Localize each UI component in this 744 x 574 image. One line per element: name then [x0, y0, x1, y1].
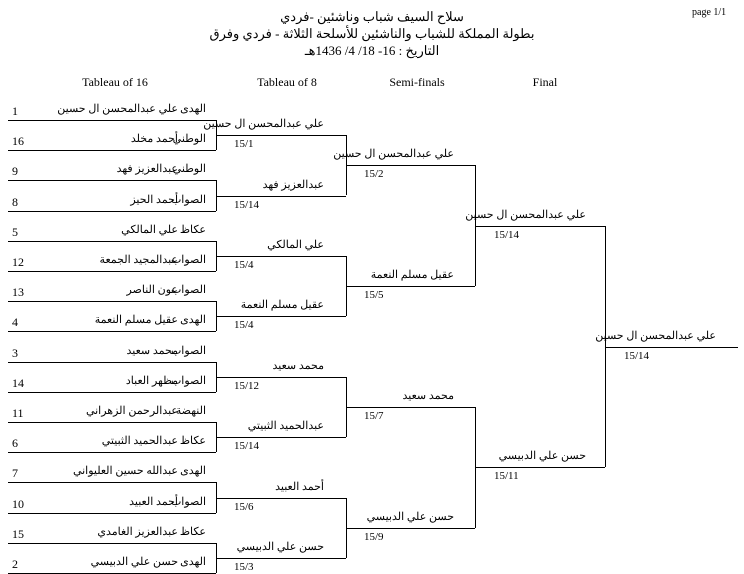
- round-header-semis: Semi-finals: [389, 75, 445, 89]
- title-championship: بطولة المملكة للشباب والناشئين للأسلحة الثلاثة - فردي وفرق: [209, 26, 535, 41]
- fencer-name: عون الناصر: [126, 284, 178, 297]
- fencer-name: عقيل مسلم النعمة: [370, 269, 454, 282]
- fencer-name: عبدالعزيز فهد: [116, 163, 178, 176]
- r8-line: [216, 377, 346, 378]
- fencer-name: عبدالمجيد الجمعة: [99, 254, 178, 266]
- fencer-name: أحمد مخلد: [130, 133, 178, 146]
- winner-name: علي عبدالمحسن ال حسين: [595, 329, 716, 342]
- seed-number: 10: [12, 496, 24, 511]
- round-header-final: Final: [532, 75, 558, 89]
- bout-score: 15/4: [234, 319, 254, 332]
- seed-number: 9: [12, 164, 18, 179]
- seed-number: 12: [12, 255, 24, 269]
- semifinal-line: [346, 286, 475, 287]
- club-name: الصواب: [170, 344, 206, 357]
- fencer-name: حسن علي الدبيسي: [236, 540, 324, 553]
- fencer-name: حسن علي الدبيسي: [366, 510, 454, 523]
- fencer-name: مظهر العباد: [125, 374, 178, 387]
- fencer-name: علي عبدالمحسن ال حسين: [465, 208, 586, 221]
- final-line: [475, 467, 605, 468]
- club-name: عكاظ: [179, 525, 206, 538]
- fencer-name: علي عبدالمحسن ال حسين: [203, 118, 324, 131]
- title-date: التاريخ : 16- 18/ 4/ 1436هـ: [304, 43, 440, 58]
- bout-score: 15/1: [234, 138, 254, 151]
- club-name: الصواب: [170, 374, 206, 387]
- fencer-name: علي المالكي: [121, 223, 178, 236]
- r16-line: [8, 422, 216, 423]
- r8-line: [216, 135, 346, 136]
- seed-number: 1: [12, 104, 18, 118]
- club-name: الوطني: [172, 163, 206, 176]
- r16-line: [8, 543, 216, 544]
- seed-number: 7: [12, 466, 18, 481]
- bout-score: 15/11: [494, 470, 519, 483]
- fencer-name: علي المالكي: [267, 238, 324, 251]
- seed-number: 4: [12, 315, 18, 330]
- bout-score: 15/6: [234, 500, 254, 513]
- r8-line: [216, 196, 346, 197]
- r16-line: [8, 362, 216, 363]
- seed-number: 8: [12, 194, 18, 209]
- club-name: الهدى: [180, 465, 206, 478]
- r16-line: [8, 452, 216, 453]
- fencer-name: عبدالرحمن الزهراني: [85, 405, 178, 417]
- bout-score: 15/5: [364, 289, 384, 302]
- round-header-r16: Tableau of 16: [82, 75, 148, 89]
- r16-line: [8, 120, 216, 121]
- club-name: عكاظ: [179, 223, 206, 236]
- club-name: الصواب: [170, 284, 206, 297]
- fencer-name: محمد سعيد: [272, 359, 324, 372]
- fencer-name: محمد سعيد: [402, 389, 454, 402]
- seed-number: 2: [12, 557, 18, 571]
- bout-score: 15/14: [494, 228, 520, 241]
- fencer-name: عقيل مسلم النعمة: [240, 299, 324, 312]
- r8-line: [216, 498, 346, 499]
- bout-score: 15/3: [234, 560, 254, 573]
- seed-number: 14: [12, 375, 24, 390]
- fencer-name: أحمد الحيز: [130, 193, 178, 206]
- r16-line: [8, 241, 216, 242]
- club-name: الصواب: [170, 254, 206, 266]
- fencer-name: أحمد العبيد: [275, 480, 324, 493]
- r16-line: [8, 482, 216, 483]
- bout-score: 15/2: [364, 168, 384, 181]
- r8-line: [216, 437, 346, 438]
- title-event: سلاح السيف شباب وناشئين -فردي: [280, 9, 464, 24]
- page-number: page 1/1: [692, 7, 727, 18]
- fencer-name: عقيل مسلم النعمة: [94, 314, 178, 327]
- seed-number: 16: [12, 134, 24, 149]
- fencer-name: علي عبدالمحسن ال حسين: [333, 148, 454, 161]
- seed-number: 15: [12, 526, 24, 541]
- r16-line: [8, 180, 216, 181]
- seed-number: 3: [12, 345, 18, 360]
- r16-line: [8, 301, 216, 302]
- r16-line: [8, 331, 216, 332]
- club-name: النهضة: [175, 405, 206, 417]
- fencer-name: عبدالعزيز فهد: [262, 178, 324, 191]
- club-name: الهدى: [180, 556, 206, 568]
- bout-score: 15/9: [364, 530, 384, 543]
- r16-line: [8, 392, 216, 393]
- bout-score: 15/12: [234, 379, 260, 392]
- club-name: الصواب: [170, 495, 206, 508]
- bout-score: 15/14: [234, 440, 260, 453]
- fencer-name: عبدالحميد الثبيتي: [101, 435, 178, 448]
- fencer-name: عبدالله حسين العليواني: [72, 465, 178, 478]
- fencer-name: أحمد العبيد: [129, 495, 178, 508]
- r16-line: [8, 150, 216, 151]
- club-name: الهدى: [180, 314, 206, 327]
- seed-number: 5: [12, 224, 18, 239]
- club-name: الهدى: [180, 103, 206, 115]
- winner-line: [605, 347, 738, 348]
- semifinal-line: [346, 528, 475, 529]
- bout-score: 15/7: [364, 409, 384, 422]
- round-header-r8: Tableau of 8: [257, 75, 317, 89]
- fencer-name: عبدالحميد الثبيتي: [247, 420, 324, 433]
- club-name: عكاظ: [179, 435, 206, 448]
- winner-score: 15/14: [624, 349, 650, 362]
- fencer-name: حسن علي الدبيسي: [498, 450, 586, 463]
- bout-score: 15/14: [234, 198, 260, 211]
- r8-line: [216, 558, 346, 559]
- r8-line: [216, 316, 346, 317]
- r16-line: [8, 513, 216, 514]
- seed-number: 11: [12, 406, 24, 420]
- fencer-name: حسن علي الدبيسي: [90, 556, 178, 568]
- r16-line: [8, 271, 216, 272]
- final-line: [475, 226, 605, 227]
- club-name: الصواب: [170, 193, 206, 206]
- fencer-name: محمد سعيد: [126, 344, 178, 357]
- semifinal-line: [346, 407, 475, 408]
- fencer-name: علي عبدالمحسن ال حسين: [57, 103, 178, 115]
- bout-score: 15/4: [234, 258, 254, 271]
- seed-number: 13: [12, 285, 24, 300]
- r16-line: [8, 211, 216, 212]
- semifinal-line: [346, 165, 475, 166]
- club-name: الوطني: [172, 133, 206, 146]
- fencer-name: عبدالعزيز الغامدي: [97, 525, 178, 538]
- r8-line: [216, 256, 346, 257]
- seed-number: 6: [12, 436, 18, 451]
